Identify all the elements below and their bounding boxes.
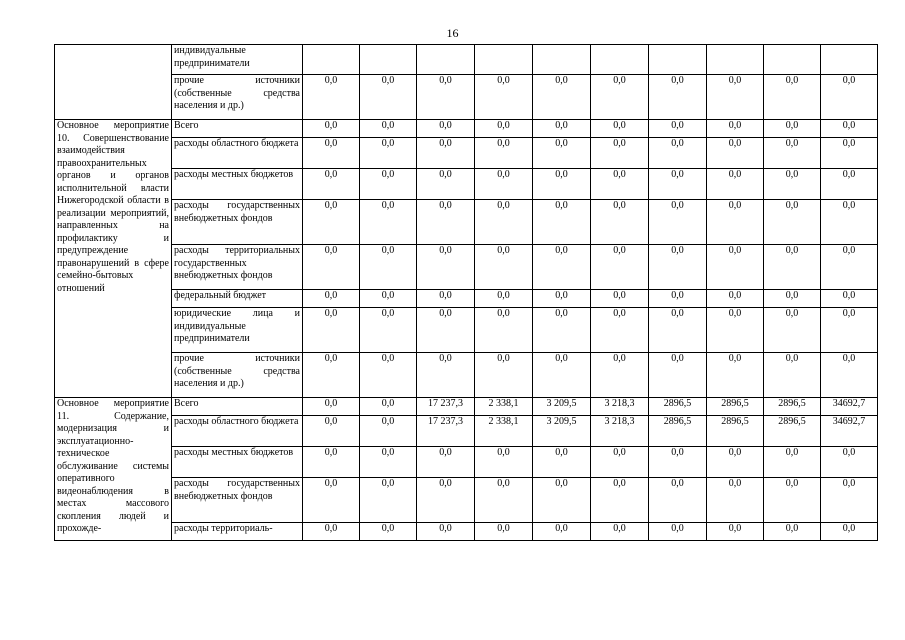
value-cell: 0,0 — [764, 200, 821, 245]
value-cell: 0,0 — [591, 75, 649, 120]
value-cell: 2896,5 — [707, 398, 764, 416]
value-cell: 0,0 — [303, 245, 360, 290]
value-cell: 0,0 — [303, 138, 360, 169]
value-cell: 0,0 — [707, 138, 764, 169]
value-cell: 0,0 — [475, 290, 533, 308]
funding-source-cell: расходы территориаль- — [172, 523, 303, 541]
table-row — [55, 353, 878, 398]
value-cell: 0,0 — [417, 353, 475, 398]
table-row — [55, 416, 878, 447]
value-cell: 0,0 — [303, 353, 360, 398]
value-cell: 0,0 — [821, 120, 878, 138]
value-cell: 0,0 — [707, 478, 764, 523]
value-cell: 0,0 — [417, 523, 475, 541]
value-cell: 0,0 — [707, 200, 764, 245]
value-cell: 0,0 — [475, 308, 533, 353]
value-cell: 0,0 — [533, 200, 591, 245]
value-cell: 0,0 — [821, 308, 878, 353]
table-row — [55, 398, 878, 416]
table-row — [55, 478, 878, 523]
value-cell: 0,0 — [475, 245, 533, 290]
value-cell — [417, 45, 475, 75]
value-cell: 0,0 — [591, 200, 649, 245]
value-cell: 0,0 — [533, 290, 591, 308]
value-cell: 0,0 — [360, 353, 417, 398]
value-cell: 0,0 — [764, 138, 821, 169]
value-cell: 0,0 — [591, 290, 649, 308]
value-cell: 0,0 — [360, 447, 417, 478]
value-cell: 0,0 — [707, 169, 764, 200]
value-cell: 0,0 — [303, 169, 360, 200]
value-cell: 0,0 — [417, 138, 475, 169]
value-cell: 0,0 — [303, 120, 360, 138]
value-cell: 0,0 — [417, 245, 475, 290]
value-cell: 0,0 — [707, 245, 764, 290]
table-row — [55, 169, 878, 200]
value-cell: 0,0 — [303, 290, 360, 308]
value-cell: 17 237,3 — [417, 416, 475, 447]
value-cell — [764, 45, 821, 75]
value-cell: 2 338,1 — [475, 398, 533, 416]
table-row — [55, 308, 878, 353]
funding-source-cell: расходы областного бюджета — [172, 138, 303, 169]
value-cell: 2896,5 — [707, 416, 764, 447]
value-cell: 0,0 — [533, 353, 591, 398]
value-cell — [591, 45, 649, 75]
value-cell: 3 209,5 — [533, 398, 591, 416]
value-cell: 0,0 — [360, 416, 417, 447]
value-cell — [649, 45, 707, 75]
value-cell: 0,0 — [821, 353, 878, 398]
table-row — [55, 120, 878, 138]
value-cell: 0,0 — [475, 478, 533, 523]
value-cell: 34692,7 — [821, 416, 878, 447]
value-cell: 0,0 — [475, 523, 533, 541]
value-cell: 0,0 — [303, 75, 360, 120]
value-cell — [533, 45, 591, 75]
value-cell: 0,0 — [533, 138, 591, 169]
value-cell: 0,0 — [533, 447, 591, 478]
value-cell: 0,0 — [533, 523, 591, 541]
value-cell: 0,0 — [360, 120, 417, 138]
value-cell — [360, 45, 417, 75]
funding-source-cell: расходы местных бюджетов — [172, 447, 303, 478]
value-cell: 0,0 — [360, 478, 417, 523]
value-cell: 0,0 — [821, 138, 878, 169]
value-cell: 0,0 — [591, 120, 649, 138]
value-cell: 2 338,1 — [475, 416, 533, 447]
value-cell: 0,0 — [764, 169, 821, 200]
value-cell: 0,0 — [417, 75, 475, 120]
value-cell: 17 237,3 — [417, 398, 475, 416]
funding-source-cell: расходы областного бюджета — [172, 416, 303, 447]
value-cell: 0,0 — [649, 75, 707, 120]
value-cell: 0,0 — [764, 290, 821, 308]
value-cell: 0,0 — [475, 120, 533, 138]
value-cell: 0,0 — [764, 245, 821, 290]
value-cell: 0,0 — [707, 75, 764, 120]
value-cell: 2896,5 — [649, 398, 707, 416]
value-cell: 0,0 — [417, 200, 475, 245]
value-cell: 0,0 — [591, 245, 649, 290]
value-cell: 0,0 — [821, 523, 878, 541]
value-cell: 0,0 — [764, 308, 821, 353]
value-cell: 0,0 — [360, 308, 417, 353]
value-cell: 0,0 — [533, 245, 591, 290]
funding-source-cell: расходы территориальных государственных внебюджетных фондов — [172, 245, 303, 290]
value-cell: 0,0 — [707, 290, 764, 308]
funding-source-cell: юридические лица и индивидуальные предприниматели — [172, 308, 303, 353]
value-cell: 0,0 — [360, 523, 417, 541]
value-cell: 0,0 — [360, 75, 417, 120]
value-cell: 0,0 — [649, 523, 707, 541]
value-cell: 0,0 — [475, 353, 533, 398]
value-cell: 2896,5 — [649, 416, 707, 447]
value-cell: 0,0 — [533, 478, 591, 523]
value-cell: 0,0 — [764, 447, 821, 478]
value-cell: 0,0 — [533, 169, 591, 200]
funding-source-cell: прочие источники (собственные средства населения и др.) — [172, 353, 303, 398]
value-cell: 0,0 — [649, 447, 707, 478]
table-row — [55, 245, 878, 290]
value-cell: 0,0 — [764, 75, 821, 120]
value-cell: 0,0 — [649, 200, 707, 245]
value-cell: 0,0 — [303, 416, 360, 447]
value-cell: 2896,5 — [764, 416, 821, 447]
value-cell: 0,0 — [707, 308, 764, 353]
funding-source-cell: индивидуальные предприниматели — [172, 45, 303, 75]
value-cell: 0,0 — [475, 75, 533, 120]
value-cell: 0,0 — [475, 447, 533, 478]
value-cell: 0,0 — [649, 290, 707, 308]
value-cell: 0,0 — [649, 353, 707, 398]
value-cell: 0,0 — [475, 169, 533, 200]
table-row — [55, 447, 878, 478]
table-row — [55, 45, 878, 75]
value-cell: 2896,5 — [764, 398, 821, 416]
value-cell: 0,0 — [360, 169, 417, 200]
funding-source-cell: расходы местных бюджетов — [172, 169, 303, 200]
value-cell: 0,0 — [591, 308, 649, 353]
value-cell: 0,0 — [821, 447, 878, 478]
value-cell: 0,0 — [591, 478, 649, 523]
value-cell: 34692,7 — [821, 398, 878, 416]
value-cell: 0,0 — [533, 120, 591, 138]
table-row — [55, 523, 878, 541]
value-cell: 0,0 — [475, 200, 533, 245]
value-cell: 0,0 — [591, 523, 649, 541]
budget-table — [54, 44, 878, 541]
value-cell: 0,0 — [649, 478, 707, 523]
value-cell: 0,0 — [649, 138, 707, 169]
value-cell: 0,0 — [649, 120, 707, 138]
value-cell: 0,0 — [533, 308, 591, 353]
value-cell: 3 218,3 — [591, 416, 649, 447]
value-cell: 0,0 — [303, 200, 360, 245]
value-cell: 3 209,5 — [533, 416, 591, 447]
value-cell: 0,0 — [764, 523, 821, 541]
value-cell: 0,0 — [417, 169, 475, 200]
value-cell: 0,0 — [707, 447, 764, 478]
value-cell: 0,0 — [360, 138, 417, 169]
value-cell: 0,0 — [475, 138, 533, 169]
funding-source-cell: федеральный бюджет — [172, 290, 303, 308]
value-cell: 0,0 — [417, 120, 475, 138]
value-cell: 0,0 — [360, 245, 417, 290]
measure-cell: Основное мероприятие 10. Совершенствование взаимодействия правоохранительных органов и органов исполнительной власти Нижегородской области в реализации мероприятий, направленных на профилактику и предупреждение правонарушений в сфере семейно-бытовых отношений — [55, 120, 172, 398]
value-cell: 0,0 — [360, 290, 417, 308]
value-cell: 0,0 — [591, 353, 649, 398]
value-cell: 0,0 — [821, 290, 878, 308]
value-cell: 0,0 — [821, 478, 878, 523]
value-cell — [303, 45, 360, 75]
table-row — [55, 290, 878, 308]
value-cell: 0,0 — [707, 523, 764, 541]
value-cell: 0,0 — [764, 120, 821, 138]
value-cell: 0,0 — [417, 478, 475, 523]
value-cell: 0,0 — [649, 245, 707, 290]
value-cell: 0,0 — [764, 353, 821, 398]
table-row — [55, 200, 878, 245]
value-cell: 0,0 — [707, 353, 764, 398]
value-cell: 0,0 — [821, 245, 878, 290]
measure-cell — [55, 45, 172, 120]
value-cell: 0,0 — [764, 478, 821, 523]
value-cell: 0,0 — [649, 169, 707, 200]
value-cell: 0,0 — [303, 308, 360, 353]
value-cell: 0,0 — [303, 398, 360, 416]
table-row — [55, 75, 878, 120]
measure-cell: Основное мероприятие 11. Содержание, модернизация и эксплуатационно-техническое обслуживание системы оперативного видеонаблюдения в местах массового скопления людей и прохожде- — [55, 398, 172, 541]
value-cell: 3 218,3 — [591, 398, 649, 416]
value-cell: 0,0 — [417, 308, 475, 353]
value-cell: 0,0 — [591, 447, 649, 478]
funding-source-cell: расходы государственных внебюджетных фондов — [172, 478, 303, 523]
value-cell: 0,0 — [360, 200, 417, 245]
value-cell — [821, 45, 878, 75]
value-cell: 0,0 — [821, 169, 878, 200]
value-cell: 0,0 — [303, 523, 360, 541]
page-number: 16 — [446, 26, 459, 40]
value-cell: 0,0 — [360, 398, 417, 416]
funding-source-cell: расходы государственных внебюджетных фондов — [172, 200, 303, 245]
value-cell: 0,0 — [533, 75, 591, 120]
value-cell: 0,0 — [417, 290, 475, 308]
value-cell: 0,0 — [821, 200, 878, 245]
value-cell: 0,0 — [649, 308, 707, 353]
value-cell: 0,0 — [821, 75, 878, 120]
value-cell: 0,0 — [707, 120, 764, 138]
funding-source-cell: Всего — [172, 120, 303, 138]
value-cell: 0,0 — [591, 169, 649, 200]
funding-source-cell: прочие источники (собственные средства населения и др.) — [172, 75, 303, 120]
value-cell: 0,0 — [417, 447, 475, 478]
value-cell: 0,0 — [591, 138, 649, 169]
value-cell: 0,0 — [303, 478, 360, 523]
value-cell: 0,0 — [303, 447, 360, 478]
funding-source-cell: Всего — [172, 398, 303, 416]
value-cell — [475, 45, 533, 75]
value-cell — [707, 45, 764, 75]
table-row — [55, 138, 878, 169]
